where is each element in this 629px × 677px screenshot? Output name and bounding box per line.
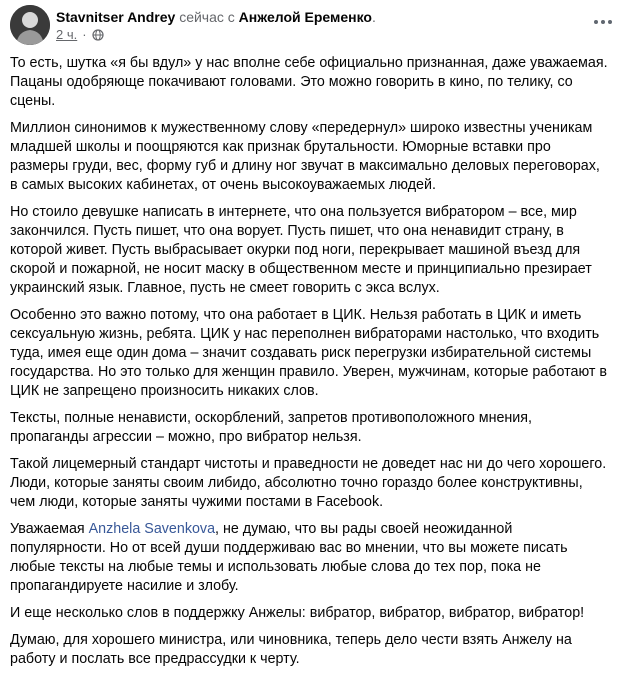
post-body xyxy=(10,54,610,677)
more-horizontal-icon[interactable] xyxy=(591,10,615,34)
action-text: сейчас с xyxy=(179,9,235,25)
mention-link[interactable]: Anzhela Savenkova xyxy=(88,521,216,537)
post-paragraph: Особенно это важно потому, что она работает в ЦИК. Нельзя работать в ЦИК и иметь сексуальную жизнь, ребята. ЦИК у нас переполнен вибраторами настолько, что входить туда, имея еще один дома – значит создавать риск перегрузки избирательной системы государства. Но это только для женщин правило. Уверен, мужчинам, которые работают в ЦИК не запрещено произносить никаких слов. xyxy=(10,307,607,399)
post-paragraph: Но стоило девушке написать в интернете, что она пользуется вибратором – все, мир закончился. Пусть пишет, что она ворует. Пусть пишет, что она ненавидит страну, в которой живет. Пусть выбрасывает окурки под ноги, перекрывает машиной въезд для скорой и пожарной, не носит маску в общественном месте и принципиально презирает украинский язык. Главное, пусть не смеет говорить с экса вслух. xyxy=(10,204,592,296)
post-paragraph: И еще несколько слов в поддержку Анжелы: вибратор, вибратор, вибратор, вибратор! xyxy=(10,605,585,621)
post-paragraph: Такой лицемерный стандарт чистоты и праведности не доведет нас ни до чего хорошего. Люди, которые заняты своим либидо, абсолютно точно гораздо более конструктивны, чем люди, которые заняты чужими постами в Facebook. xyxy=(10,456,607,510)
post-timestamp[interactable]: 2 ч. xyxy=(56,27,78,42)
author-name[interactable]: Stavnitser Andrey xyxy=(56,9,176,25)
avatar-photo xyxy=(10,5,50,45)
post-paragraph: Тексты, полные ненависти, оскорблений, запретов противоположного мнения, пропаганды агрессии – можно, про вибратор нельзя. xyxy=(10,410,533,445)
mention-before-text: Уважаемая xyxy=(10,521,89,537)
post-meta xyxy=(56,28,104,42)
post-header xyxy=(0,0,629,46)
post-paragraph-with-mention xyxy=(10,520,610,596)
meta-separator: · xyxy=(82,27,87,42)
tagged-person-name[interactable]: Анжелой Еременко xyxy=(238,9,372,25)
tagged-suffix: . xyxy=(372,9,376,25)
mention-after-text: , не думаю, что вы рады своей неожиданной популярности. Но от всей души поддерживаю вас во мнении, что вы можете писать любые тексты на любые темы и использовать любые слова до тех пор, пока не пропагандируете насилие и злобу. xyxy=(10,521,568,594)
post-paragraph: Миллион синонимов к мужественному слову «передернул» широко известны ученикам младшей школы и поощряются как признак брутальности. Юморные вставки про размеры груди, вес, форму губ и длину ног звучат в максимально деловых переговорах, в самых высоких кабинетах, от очень высокоуважаемых людей. xyxy=(10,120,600,193)
author-avatar[interactable] xyxy=(10,5,50,45)
post-paragraph: То есть, шутка «я бы вдул» у нас вполне себе официально признанная, даже уважаемая. Пацаны одобряюще покачивают головами. Это можно говорить в кино, по телику, со сцены. xyxy=(10,55,608,109)
post-paragraph: Думаю, для хорошего министра, или чиновника, теперь дело чести взять Анжелу на работу и послать все предрассудки к черту. xyxy=(10,632,572,667)
globe-icon[interactable] xyxy=(92,29,104,41)
author-line xyxy=(56,8,376,26)
